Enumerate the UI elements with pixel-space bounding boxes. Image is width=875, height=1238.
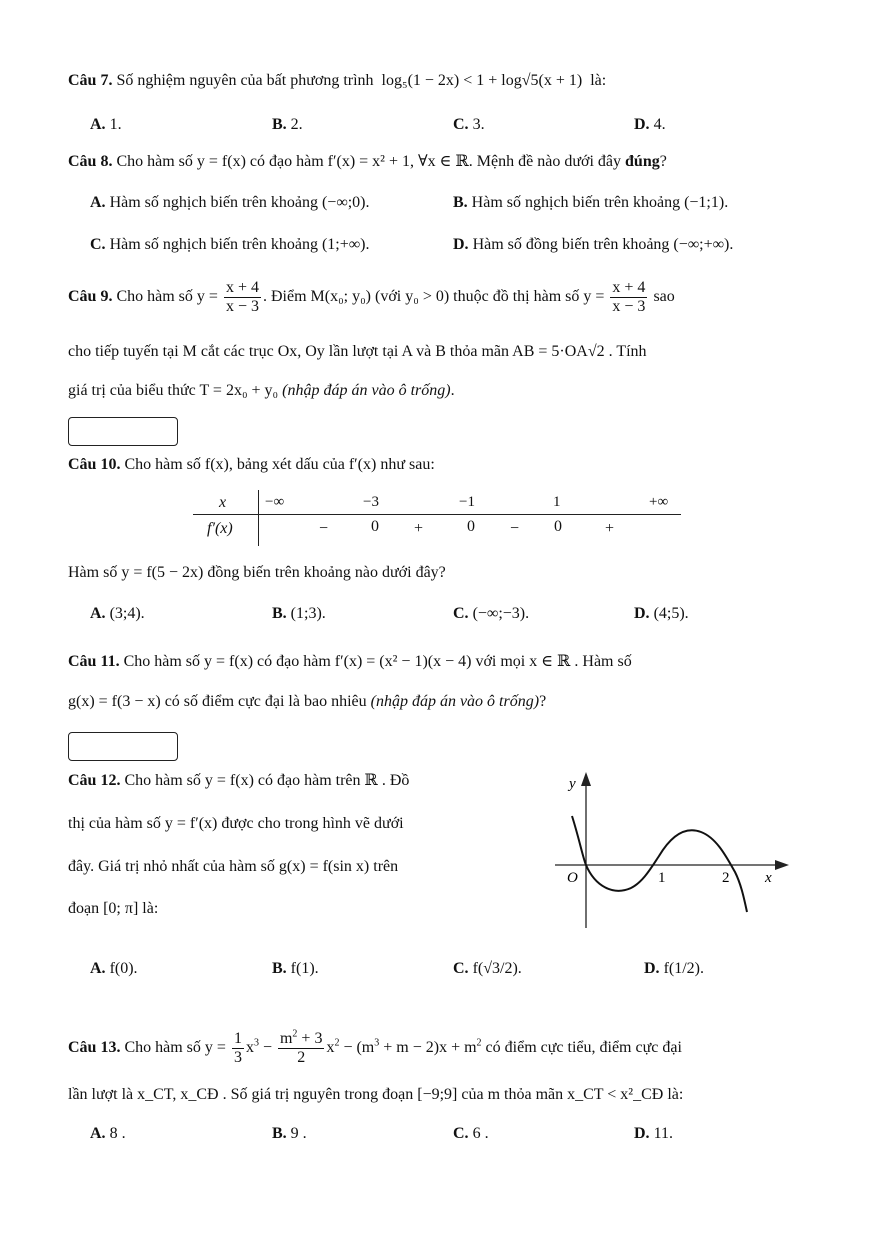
question-10: Câu 10. Cho hàm số f(x), bảng xét dấu của f′(x) như sau: bbox=[68, 456, 435, 473]
q12-option-a[interactable]: A. f(0). bbox=[90, 960, 138, 977]
q7-label: Câu 7. bbox=[68, 72, 113, 89]
q8-option-b[interactable]: B. Hàm số nghịch biến trên khoảng (−1;1). bbox=[453, 194, 729, 211]
q11-label: Câu 11. bbox=[68, 653, 120, 670]
q11-answer-input[interactable] bbox=[68, 732, 178, 761]
q9-label: Câu 9. bbox=[68, 288, 113, 306]
q11-line2: g(x) = f(3 − x) có số điểm cực đại là bao nhiêu (nhập đáp án vào ô trống)? bbox=[68, 693, 547, 710]
q12-line2: thị của hàm số y = f′(x) được cho trong hình vẽ dưới bbox=[68, 815, 404, 832]
question-12: Câu 12. Cho hàm số y = f(x) có đạo hàm trên ℝ . Đồ bbox=[68, 772, 410, 789]
q13-option-b[interactable]: B. 9 . bbox=[272, 1125, 307, 1142]
q7-option-c[interactable]: C. 3. bbox=[453, 116, 485, 133]
graph-tick-2: 2 bbox=[722, 870, 730, 886]
q13-label: Câu 13. bbox=[68, 1039, 121, 1057]
sign-table-fprime-head: f′(x) bbox=[207, 520, 233, 537]
q7-text: Số nghiệm nguyên của bất phương trình bbox=[116, 72, 374, 89]
q8-option-c[interactable]: C. Hàm số nghịch biến trên khoảng (1;+∞). bbox=[90, 236, 370, 253]
q13-option-c[interactable]: C. 6 . bbox=[453, 1125, 489, 1142]
q12-option-c[interactable]: C. f(√3/2). bbox=[453, 960, 522, 977]
question-7 bbox=[68, 72, 606, 90]
q10-option-c[interactable]: C. (−∞;−3). bbox=[453, 605, 530, 622]
q9-fraction: $\frac{x + 4}{x - 3}$ bbox=[225, 279, 259, 315]
q13-option-a[interactable]: A. 8 . bbox=[90, 1125, 126, 1142]
q7-expr: log₅(1 − 2x) < 1 + log√5(x + 1) bbox=[381, 72, 583, 89]
q7-text-end: là: bbox=[590, 72, 607, 89]
question-11: Câu 11. Cho hàm số y = f(x) có đạo hàm f′(x) = (x² − 1)(x − 4) với mọi x ∈ ℝ . Hàm số bbox=[68, 653, 632, 670]
q13-option-d[interactable]: D. 11. bbox=[634, 1125, 673, 1142]
q9-fraction-2: $\frac{x + 4}{x - 3}$ bbox=[612, 279, 646, 315]
q10-question: Hàm số y = f(5 − 2x) đồng biến trên khoảng nào dưới đây? bbox=[68, 564, 446, 581]
q12-option-d[interactable]: D. f(1/2). bbox=[644, 960, 704, 977]
derivative-graph bbox=[555, 768, 795, 928]
q12-option-b[interactable]: B. f(1). bbox=[272, 960, 319, 977]
fprime-curve bbox=[572, 816, 747, 912]
q10-label: Câu 10. bbox=[68, 456, 121, 473]
q7-option-d[interactable]: D. 4. bbox=[634, 116, 666, 133]
q12-line4: đoạn [0; π] là: bbox=[68, 900, 159, 917]
sign-table-x-head: x bbox=[219, 494, 227, 511]
question-13: Câu 13. Cho hàm số y = $\frac{1}{3}$ $x^3$ − $\frac{m^2 + 3}{2}$ $x^2 - (m^3 + m - 2)x + m^2$ có điểm cực tiểu, điểm cực đại bbox=[68, 1028, 682, 1066]
q13-expression: y = $\frac{1}{3}$ $x^3$ − $\frac{m^2 + 3}{2}$ $x^2 - (m^3 + m - 2)x + m^2$ bbox=[204, 1028, 482, 1066]
graph-y-label: y bbox=[569, 776, 576, 792]
graph-x-label: x bbox=[765, 870, 772, 886]
q12-line3: đây. Giá trị nhỏ nhất của hàm số g(x) = f(sin x) trên bbox=[68, 858, 399, 875]
q8-label: Câu 8. bbox=[68, 153, 113, 170]
q12-label: Câu 12. bbox=[68, 772, 121, 789]
x-axis-arrow-icon bbox=[775, 860, 789, 870]
q8-option-d[interactable]: D. Hàm số đồng biến trên khoảng (−∞;+∞). bbox=[453, 236, 734, 253]
q9-answer-input[interactable] bbox=[68, 417, 178, 446]
q10-option-d[interactable]: D. (4;5). bbox=[634, 605, 689, 622]
question-8: Câu 8. Cho hàm số y = f(x) có đạo hàm f′(x) = x² + 1, ∀x ∈ ℝ. Mệnh đề nào dưới đây đúng? bbox=[68, 153, 667, 170]
q8-option-a[interactable]: A. Hàm số nghịch biến trên khoảng (−∞;0). bbox=[90, 194, 370, 211]
q9-line3: giá trị của biểu thức T = 2x₀ + y₀ (nhập đáp án vào ô trống). bbox=[68, 382, 455, 399]
q10-option-b[interactable]: B. (1;3). bbox=[272, 605, 326, 622]
q10-option-a[interactable]: A. (3;4). bbox=[90, 605, 145, 622]
q7-option-b[interactable]: B. 2. bbox=[272, 116, 303, 133]
q7-option-a[interactable]: A. 1. bbox=[90, 116, 122, 133]
graph-tick-1: 1 bbox=[658, 870, 666, 886]
y-axis-arrow-icon bbox=[581, 772, 591, 786]
sign-table: x −∞ −3 −1 1 +∞ f′(x) − 0 + 0 − 0 + bbox=[193, 490, 681, 546]
q9-line2: cho tiếp tuyến tại M cắt các trục Ox, Oy lần lượt tại A và B thỏa mãn AB = 5·OA√2 . Tính bbox=[68, 343, 647, 360]
question-9: Câu 9. Cho hàm số y = $\frac{x + 4}{x - 3}$ . Điểm M(x₀; y₀) (với y₀ > 0) thuộc đồ thị hàm số y = $\frac{x + 4}{x - 3}$ sao bbox=[68, 279, 675, 315]
q13-line2: lần lượt là x_CT, x_CĐ . Số giá trị nguyên trong đoạn [−9;9] của m thỏa mãn x_CT < x²_CĐ là: bbox=[68, 1086, 684, 1103]
graph-origin-label: O bbox=[567, 870, 578, 886]
